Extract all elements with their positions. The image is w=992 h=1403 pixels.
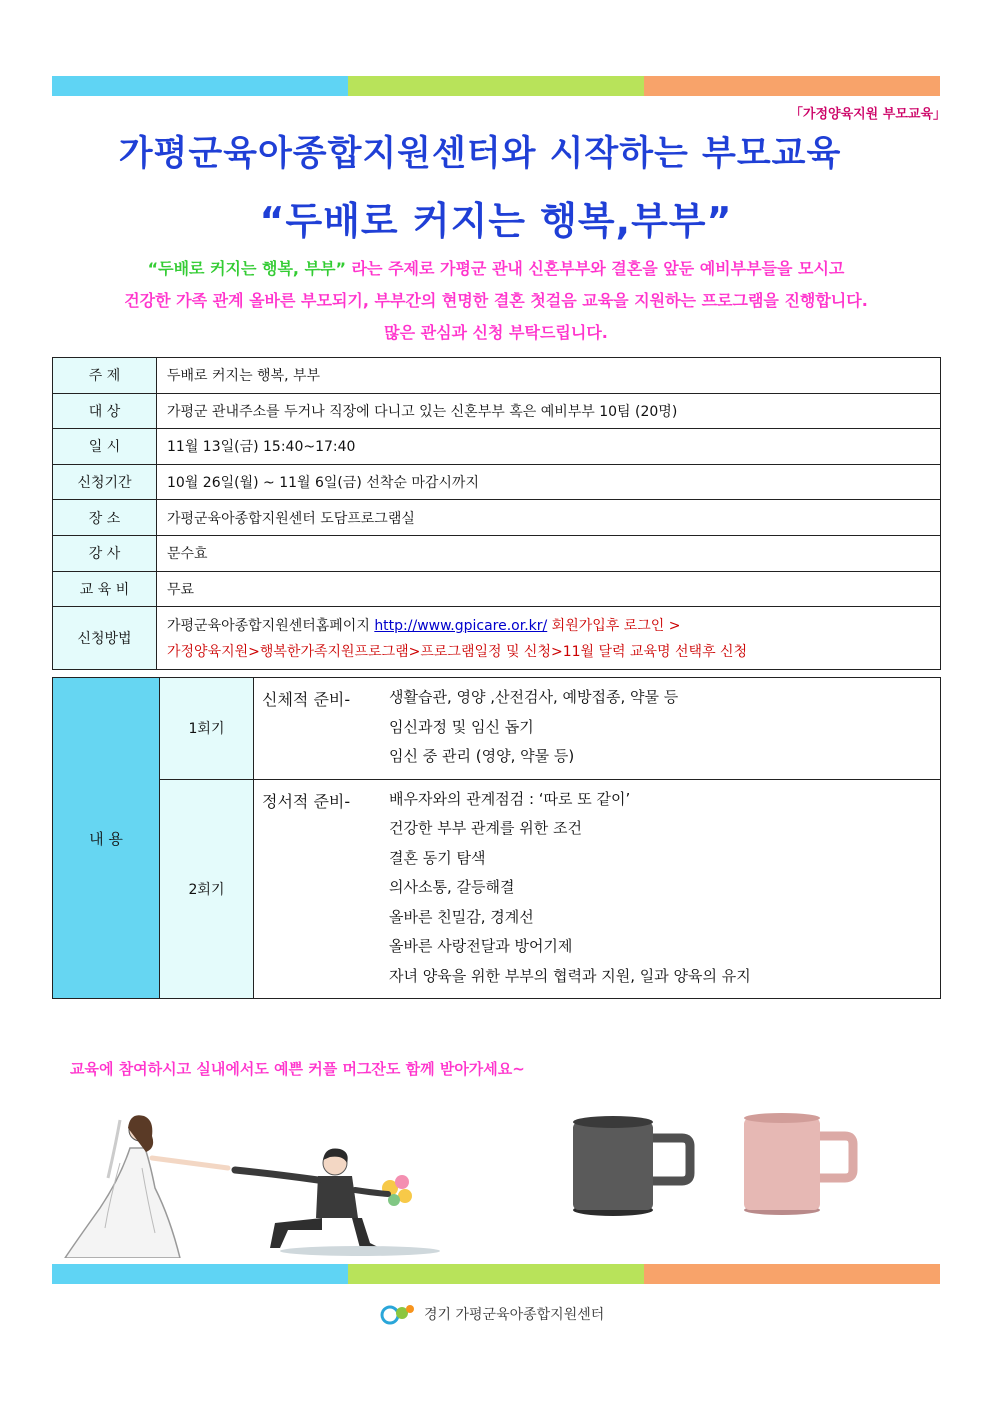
row-label: 신청기간 [53, 464, 157, 500]
center-name: 경기 가평군육아종합지원센터 [424, 1307, 605, 1323]
session-heading: 정서적 준비- [262, 791, 351, 811]
intro-line-3: 많은 관심과 신청 부탁드립니다. [384, 323, 608, 342]
couple-mugs-image [570, 1108, 870, 1228]
row-value: 문수효 [157, 535, 941, 571]
session-name: 2회기 [160, 779, 254, 999]
top-color-stripe [52, 76, 940, 96]
row-value: 가평군육아종합지원센터 도담프로그램실 [157, 500, 941, 536]
footer-logo [380, 1301, 604, 1327]
row-value: 가평군 관내주소를 두거나 직장에 다니고 있는 신혼부부 혹은 예비부부 10팀 (20명) [157, 393, 941, 429]
list-item: 올바른 친밀감, 경계선 [389, 907, 534, 926]
row-label: 주 제 [53, 358, 157, 394]
intro-line-1 [0, 256, 992, 279]
list-item: 생활습관, 영양 ,산전검사, 예방접종, 약물 등 [389, 688, 679, 706]
list-item: 올바른 사랑전달과 방어기제 [389, 937, 573, 955]
table-row [53, 607, 941, 670]
method-prefix: 가평군육아종합지원센터홈페이지 [167, 618, 375, 635]
intro-highlight: “두배로 커지는 행복, 부부” [147, 259, 347, 278]
intro-line-1-rest: 라는 주제로 가평군 관내 신혼부부와 결혼을 앞둔 예비부부들을 모시고 [346, 259, 845, 278]
table-row [53, 535, 941, 571]
session-details [254, 678, 941, 780]
application-method [157, 607, 941, 670]
table-row [53, 779, 941, 999]
row-value: 무료 [157, 571, 941, 607]
program-title: “두배로 커지는 행복,부부” [259, 199, 733, 243]
table-row [53, 393, 941, 429]
table-row [53, 678, 941, 780]
row-label: 대 상 [53, 393, 157, 429]
table-row [53, 500, 941, 536]
row-value: 11월 13일(금) 15:40~17:40 [157, 429, 941, 465]
list-item: 건강한 부부 관계를 위한 조건 [389, 819, 582, 837]
row-value: 10월 26일(월) ~ 11월 6일(금) 선착순 마감시까지 [157, 464, 941, 500]
center-logo-icon [380, 1301, 418, 1327]
table-row [53, 429, 941, 465]
row-value: 두배로 커지는 행복, 부부 [157, 358, 941, 394]
session-heading: 신체적 준비- [262, 690, 351, 709]
list-item: 결혼 동기 탐색 [389, 848, 486, 867]
intro-line-2: 건강한 가족 관계 올바른 부모되기, 부부간의 현명한 결혼 첫걸음 교육을 지원하는 프로그램을 진행합니다. [124, 291, 868, 310]
row-label: 일 시 [53, 429, 157, 465]
table-row [53, 571, 941, 607]
couple-illustration [60, 1108, 450, 1258]
method-suffix: 회원가입후 로그인 > [547, 618, 681, 635]
row-label: 신청방법 [53, 607, 157, 670]
session-details [254, 779, 941, 999]
row-label: 교 육 비 [53, 571, 157, 607]
content-table [52, 677, 941, 999]
list-item: 의사소통, 갈등해결 [389, 878, 515, 896]
row-label: 강 사 [53, 535, 157, 571]
method-path: 가정양육지원>행복한가족지원프로그램>프로그램일정 및 신청>11월 달력 교육명 선택후 신청 [167, 644, 748, 661]
list-item: 자녀 양육을 위한 부부의 협력과 지원, 일과 양육의 유지 [389, 966, 751, 985]
info-table [52, 357, 941, 670]
list-item: 임신과정 및 임신 돕기 [389, 717, 534, 736]
list-item: 배우자와의 관계점검 : ‘따로 또 같이’ [389, 789, 631, 808]
bottom-color-stripe [52, 1264, 940, 1284]
table-row [53, 358, 941, 394]
main-title: 가평군육아종합지원센터와 시작하는 부모교육 [118, 134, 842, 174]
content-label: 내 용 [53, 678, 160, 999]
table-row [53, 464, 941, 500]
list-item: 임신 중 관리 (영양, 약물 등) [389, 747, 575, 765]
session-name: 1회기 [160, 678, 254, 780]
website-link[interactable]: http://www.gpicare.or.kr/ [374, 618, 548, 635]
mug-gift-note: 교육에 참여하시고 실내에서도 예쁜 커플 머그잔도 함께 받아가세요~ [70, 1060, 525, 1078]
category-label: 「가정양육지원 부모교육」 [789, 107, 946, 122]
row-label: 장 소 [53, 500, 157, 536]
